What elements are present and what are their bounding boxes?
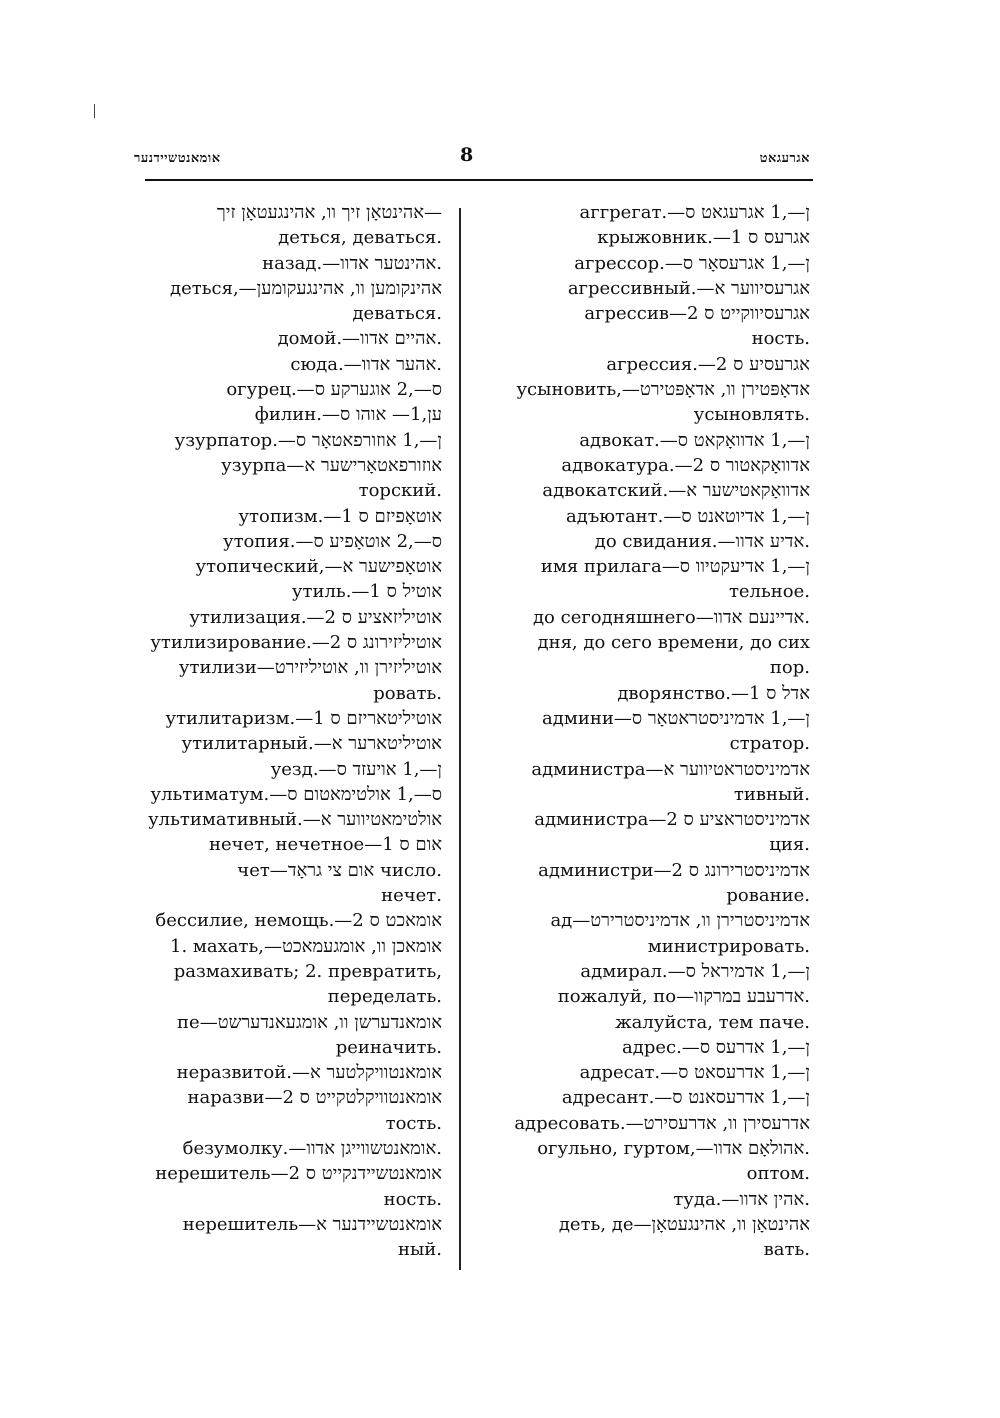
entry-line: наразви—2 אומאנטוויקלטקייט ס	[187, 1087, 442, 1109]
entry-line: адресовать.—אדרעסירן וו, אדרעסירט	[514, 1112, 810, 1134]
entry-line: имя прилага—ן—,1 אדיעקטיוו ס	[540, 556, 810, 578]
entry-line: огульно, гуртом,—אהולאָם אדוו.	[537, 1137, 810, 1159]
entry-line: деться,—אהינקומען וו, אהינגעקומען	[170, 277, 442, 299]
entry-line: назад.—אהינטער אדוו.	[262, 252, 442, 274]
entry-line: ад—אדמיניסטרירן וו, אדמיניסטרירט	[550, 910, 810, 932]
entry-line: усыновлять.	[693, 404, 810, 426]
right-running-head: אגרעגאט	[759, 151, 810, 166]
entry-line: тость.	[385, 1112, 442, 1134]
entry-line: адресант.—ן—,1 אדרעסאנט ס	[561, 1087, 810, 1109]
entry-line: нерешитель—2 אומאנטשיידנקייט ס	[155, 1163, 442, 1185]
entry-line: неразвитой.—אומאנטוויקלטער א	[176, 1062, 442, 1084]
entry-line: адресат.—ן—,1 אדרעסאט ס	[579, 1062, 810, 1084]
entry-line: адъютант.—ן—,1 אדיוטאנט ס	[566, 505, 810, 527]
entry-line: ный.	[397, 1239, 442, 1261]
entry-line: чет—אום צי גראָד число.	[237, 859, 442, 881]
entry-line: тельное.	[728, 581, 810, 603]
entry-line: крыжовник.—1 אגרעס ס	[597, 227, 810, 249]
entry-line: агрессив—2 אגרעסיווקייט ס	[584, 303, 810, 325]
entry-line: узурпа—אוזורפאטאָרישער א	[221, 454, 442, 476]
entry-line: сюда.—אהער אדוו.	[290, 353, 442, 375]
entry-line: торский.	[358, 480, 442, 502]
entry-line: пе—אומאנדערשן וו, אומגעאנדערשט	[177, 1011, 442, 1033]
page-number: 8	[460, 144, 474, 166]
entry-line: адвокатура.—2 אדוואָקאטור ס	[561, 454, 810, 476]
entry-line: утилитаризм.—1 אוטיליטאריזם ס	[165, 707, 442, 729]
scan-mark	[94, 104, 95, 118]
entry-line: аггрегат.—ן—,1 אגרעגאט ס	[579, 202, 810, 223]
entry-line: деть, де—אהינטאָן וו, אהינגעטאָן	[558, 1213, 810, 1235]
entry-line: утилизи—אוטיליזירן וו, אוטיליזירט	[178, 657, 442, 679]
entry-line: домой.—אהיים אדוו.	[277, 328, 442, 350]
entry-line: адвокатский.—אדוואָקאטישער א	[542, 480, 810, 502]
entry-line: огурец.—ס—,2 אוגערקע ס	[226, 379, 442, 401]
entry-line: 1. махать,—אומאכן וו, אומגעמאכט	[170, 935, 442, 957]
entry-line: бессилие, немощь.—2 אומאכט ס	[155, 910, 442, 932]
entry-line: нечет.	[381, 885, 442, 907]
entry-line: אהינטאָן זיך וו, אהינגעטאָן זיך—	[216, 202, 442, 223]
entry-line: уезд.—ן—,1 אויעזד ס	[270, 758, 442, 780]
column-divider	[459, 208, 461, 1270]
entry-line: агрессивный.—אגרעסיווער א	[567, 277, 810, 299]
entry-line: утилизирование.—2 אוטיליזירונג ס	[150, 632, 442, 654]
entry-line: оптом.	[746, 1163, 810, 1185]
entry-line: туда.—אהין אדוו.	[673, 1188, 810, 1210]
entry-line: до сегодняшнего—אדיינעם אדוו.	[532, 606, 810, 628]
entry-line: размахивать; 2. превратить,	[173, 960, 442, 982]
entry-line: адмирал.—ן—,1 אדמיראל ס	[580, 960, 810, 982]
entry-line: рование.	[726, 885, 810, 907]
entry-line: дворянство.—1 אדל ס	[617, 682, 810, 704]
entry-line: дня, до сего времени, до сих	[537, 632, 810, 654]
entry-line: деться, деваться.	[278, 227, 442, 249]
entry-line: администра—אדמיניסטראטיווער א	[531, 758, 810, 780]
entry-line: агрессия.—2 אגרעסיע ס	[606, 353, 810, 375]
entry-line: безумолку.—אומאנטשווייגן אדוו.	[182, 1137, 442, 1159]
entry-line: реиначить.	[335, 1036, 442, 1058]
entry-line: усыновить,—אדאָפּטירן וו, אדאָפּטירט	[516, 379, 810, 401]
entry-line: узурпатор.—ן—,1 אוזורפאטאָר ס	[174, 429, 442, 451]
entry-line: тивный.	[733, 783, 810, 805]
entry-line: администра—2 אדמיניסטראציע ס	[534, 809, 810, 831]
right-column	[470, 200, 810, 1262]
page-header	[130, 144, 810, 180]
entry-line: утопический,—אוטאָפישער א	[195, 556, 442, 578]
entry-line: адрес.—ן—,1 אדרעס ס	[622, 1036, 810, 1058]
left-column	[120, 200, 442, 1262]
entry-line: пожалуй, по—אדרעבע במרקוו.	[557, 986, 810, 1008]
entry-line: ность.	[751, 328, 810, 350]
entry-line: нерешитель—אומאנטשיידנער א	[182, 1213, 442, 1235]
entry-line: нечет, нечетное—1 אום ס	[208, 834, 442, 856]
entry-line: ность.	[383, 1188, 442, 1210]
entry-line: пор.	[769, 657, 810, 679]
entry-line: вать.	[763, 1239, 810, 1261]
entry-line: ультимативный.—אולטימאטיווער א	[148, 809, 442, 831]
entry-line: утопия.—ס—,2 אוטאָפיע ס	[223, 530, 442, 552]
entry-line: адвокат.—ן—,1 אדוואָקאט ס	[579, 429, 810, 451]
entry-line: стратор.	[729, 733, 810, 755]
entry-line: переделать.	[327, 986, 442, 1008]
entry-line: министрировать.	[647, 935, 810, 957]
entry-line: утиль.—1 אוטיל ס	[291, 581, 442, 603]
left-running-head: אומאנטשיידנער	[134, 151, 221, 166]
entry-line: утилизация.—2 אוטיליזאציע ס	[189, 606, 442, 628]
entry-line: деваться.	[352, 303, 442, 325]
entry-line: ровать.	[373, 682, 442, 704]
entry-line: утилитарный.—אוטיליטארער א	[181, 733, 442, 755]
entry-line: администри—2 אדמיניסטרירונג ס	[538, 859, 810, 881]
entry-line: филин.—ען,1— אוהו ס	[254, 404, 442, 426]
entry-line: ция.	[769, 834, 810, 856]
entry-line: до свидания.—אדיע אדוו.	[594, 530, 810, 552]
entry-line: ультиматум.—ס—,1 אולטימאטום ס	[150, 783, 442, 805]
entry-line: админи—ן—,1 אדמיניסטראטאָר ס	[542, 707, 810, 729]
header-rule	[145, 179, 813, 181]
entry-line: агрессор.—ן—,1 אגרעסאָר ס	[574, 252, 810, 274]
entry-line: утопизм.—1 אוטאָפיזם ס	[238, 505, 442, 527]
entry-line: жалуйста, тем паче.	[615, 1011, 810, 1033]
